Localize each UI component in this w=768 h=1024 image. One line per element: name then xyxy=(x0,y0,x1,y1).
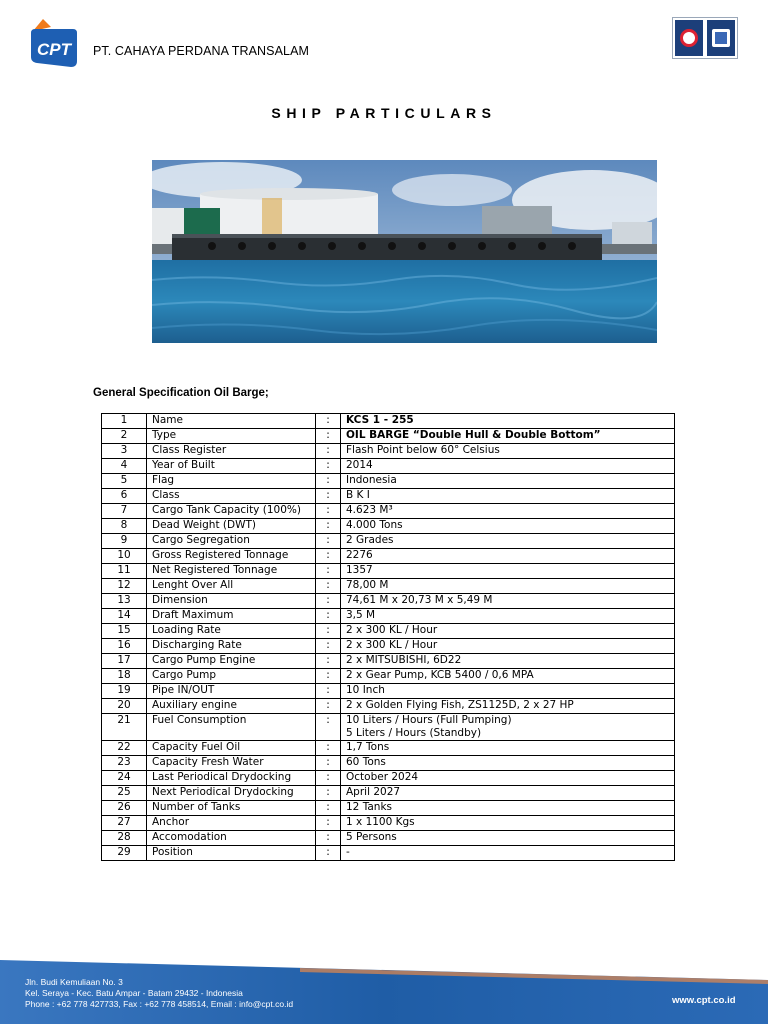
row-number-text: 25 xyxy=(117,786,131,798)
row-name-text: Lenght Over All xyxy=(152,579,234,591)
row-number-text: 22 xyxy=(117,741,131,753)
row-number-cell xyxy=(102,816,147,831)
row-separator-text: : xyxy=(326,579,330,591)
row-value-cell xyxy=(341,816,675,831)
row-number-text: 7 xyxy=(120,504,128,516)
row-name-cell xyxy=(147,756,316,771)
row-separator-text: : xyxy=(326,741,330,753)
row-name-cell xyxy=(147,684,316,699)
table-row xyxy=(102,786,675,801)
row-name-cell xyxy=(147,444,316,459)
table-row xyxy=(102,609,675,624)
row-value-cell xyxy=(341,444,675,459)
row-number-cell xyxy=(102,564,147,579)
footer-website[interactable]: www.cpt.co.id xyxy=(672,995,736,1006)
row-value-text: OIL BARGE “Double Hull & Double Bottom” xyxy=(346,429,601,441)
row-separator-text: : xyxy=(326,756,330,768)
row-separator-text: : xyxy=(326,714,330,726)
row-name-cell xyxy=(147,714,316,741)
table-row xyxy=(102,459,675,474)
row-separator-text: : xyxy=(326,489,330,501)
row-name-cell xyxy=(147,639,316,654)
row-separator-cell xyxy=(316,801,341,816)
row-separator-text: : xyxy=(326,549,330,561)
row-number-text: 9 xyxy=(120,534,128,546)
row-separator-cell xyxy=(316,564,341,579)
row-number-text: 14 xyxy=(117,609,131,621)
row-name-cell xyxy=(147,549,316,564)
row-value-text: 74,61 M x 20,73 M x 5,49 M xyxy=(346,594,493,606)
row-name-cell xyxy=(147,801,316,816)
row-value-cell xyxy=(341,474,675,489)
row-separator-cell xyxy=(316,639,341,654)
row-separator-text: : xyxy=(326,564,330,576)
row-number-text: 18 xyxy=(117,669,131,681)
row-name-text: Loading Rate xyxy=(152,624,221,636)
table-row xyxy=(102,534,675,549)
table-row xyxy=(102,639,675,654)
row-value-text: 4.623 M³ xyxy=(346,504,393,516)
row-number-cell xyxy=(102,624,147,639)
row-separator-text: : xyxy=(326,639,330,651)
row-name-text: Cargo Tank Capacity (100%) xyxy=(152,504,301,516)
row-separator-text: : xyxy=(326,519,330,531)
row-value-text: 78,00 M xyxy=(346,579,389,591)
row-name-text: Flag xyxy=(152,474,175,486)
row-value-cell xyxy=(341,669,675,684)
row-name-cell xyxy=(147,564,316,579)
row-number-cell xyxy=(102,801,147,816)
row-name-text: Name xyxy=(152,414,183,426)
row-value-cell xyxy=(341,489,675,504)
row-value-cell xyxy=(341,429,675,444)
row-number-cell xyxy=(102,519,147,534)
row-name-cell xyxy=(147,474,316,489)
row-number-text: 27 xyxy=(117,816,131,828)
row-value-cell xyxy=(341,786,675,801)
row-separator-text: : xyxy=(326,504,330,516)
row-name-cell xyxy=(147,786,316,801)
row-separator-cell xyxy=(316,831,341,846)
row-number-text: 12 xyxy=(117,579,131,591)
row-separator-text: : xyxy=(326,771,330,783)
row-value-cell xyxy=(341,459,675,474)
row-separator-cell xyxy=(316,609,341,624)
table-row xyxy=(102,489,675,504)
row-separator-text: : xyxy=(326,786,330,798)
row-value-cell xyxy=(341,534,675,549)
row-separator-cell xyxy=(316,429,341,444)
row-value-cell xyxy=(341,684,675,699)
row-name-text: Year of Built xyxy=(152,459,215,471)
row-name-text: Type xyxy=(152,429,177,441)
address-line-1: Jln. Budi Kemuliaan No. 3 xyxy=(25,977,123,987)
row-value-text: 10 Inch xyxy=(346,684,385,696)
row-separator-cell xyxy=(316,519,341,534)
row-name-text: Capacity Fresh Water xyxy=(152,756,264,768)
row-separator-text: : xyxy=(326,609,330,621)
row-name-cell xyxy=(147,414,316,429)
row-separator-cell xyxy=(316,504,341,519)
row-number-text: 29 xyxy=(117,846,131,858)
row-name-text: Dimension xyxy=(152,594,208,606)
row-name-text: Accomodation xyxy=(152,831,227,843)
row-separator-text: : xyxy=(326,624,330,636)
row-name-cell xyxy=(147,594,316,609)
table-row xyxy=(102,741,675,756)
row-separator-cell xyxy=(316,624,341,639)
table-row xyxy=(102,549,675,564)
table-row xyxy=(102,714,675,741)
row-separator-cell xyxy=(316,669,341,684)
row-value-text: 2 x 300 KL / Hour xyxy=(346,639,438,651)
row-name-cell xyxy=(147,831,316,846)
row-value-cell xyxy=(341,549,675,564)
row-number-cell xyxy=(102,714,147,741)
row-number-cell xyxy=(102,594,147,609)
row-separator-text: : xyxy=(326,444,330,456)
row-number-cell xyxy=(102,534,147,549)
row-separator-cell xyxy=(316,816,341,831)
row-separator-text: : xyxy=(326,846,330,858)
row-name-cell xyxy=(147,519,316,534)
row-name-text: Pipe IN/OUT xyxy=(152,684,215,696)
row-value-cell xyxy=(341,756,675,771)
row-number-cell xyxy=(102,459,147,474)
row-number-text: 23 xyxy=(117,756,131,768)
row-name-cell xyxy=(147,669,316,684)
row-name-cell xyxy=(147,609,316,624)
row-number-text: 2 xyxy=(120,429,128,441)
row-name-cell xyxy=(147,816,316,831)
row-value-text: Indonesia xyxy=(346,474,397,486)
row-separator-cell xyxy=(316,444,341,459)
row-value-text: April 2027 xyxy=(346,786,401,798)
table-row xyxy=(102,624,675,639)
row-value-cell xyxy=(341,579,675,594)
row-number-cell xyxy=(102,684,147,699)
row-number-text: 15 xyxy=(117,624,131,636)
row-separator-text: : xyxy=(326,534,330,546)
row-value-text: 2 x MITSUBISHI, 6D22 xyxy=(346,654,462,666)
row-number-cell xyxy=(102,741,147,756)
row-number-cell xyxy=(102,609,147,624)
row-number-cell xyxy=(102,831,147,846)
table-row xyxy=(102,654,675,669)
row-value-text: Flash Point below 60° Celsius xyxy=(346,444,500,456)
row-separator-cell xyxy=(316,459,341,474)
row-name-text: Net Registered Tonnage xyxy=(152,564,278,576)
table-row xyxy=(102,669,675,684)
row-separator-cell xyxy=(316,654,341,669)
row-number-cell xyxy=(102,414,147,429)
row-number-cell xyxy=(102,429,147,444)
row-value-text: 2 Grades xyxy=(346,534,394,546)
row-separator-cell xyxy=(316,771,341,786)
company-name: PT. CAHAYA PERDANA TRANSALAM xyxy=(93,44,310,58)
row-value-cell xyxy=(341,519,675,534)
row-value-text: 2 x Golden Flying Fish, ZS1125D, 2 x 27 HP xyxy=(346,699,574,711)
row-name-text: Auxiliary engine xyxy=(152,699,237,711)
row-name-cell xyxy=(147,654,316,669)
row-number-cell xyxy=(102,504,147,519)
row-number-cell xyxy=(102,489,147,504)
row-value-text: KCS 1 - 255 xyxy=(346,414,414,426)
row-value-text-2: 5 Liters / Hours (Standby) xyxy=(346,727,482,739)
row-separator-cell xyxy=(316,741,341,756)
row-number-text: 11 xyxy=(117,564,131,576)
row-separator-text: : xyxy=(326,816,330,828)
row-name-cell xyxy=(147,429,316,444)
table-row xyxy=(102,579,675,594)
row-number-text: 10 xyxy=(117,549,131,561)
row-name-cell xyxy=(147,624,316,639)
row-name-text: Next Periodical Drydocking xyxy=(152,786,294,798)
row-value-cell xyxy=(341,699,675,714)
row-number-cell xyxy=(102,639,147,654)
row-number-text: 20 xyxy=(117,699,131,711)
spec-table xyxy=(101,413,675,861)
row-value-cell xyxy=(341,624,675,639)
row-value-cell xyxy=(341,831,675,846)
table-row xyxy=(102,846,675,861)
row-value-text: 5 Persons xyxy=(346,831,397,843)
row-separator-text: : xyxy=(326,459,330,471)
row-name-text: Last Periodical Drydocking xyxy=(152,771,292,783)
page-title: SHIP PARTICULARS xyxy=(271,105,497,121)
row-number-text: 19 xyxy=(117,684,131,696)
table-row xyxy=(102,684,675,699)
row-number-cell xyxy=(102,786,147,801)
row-number-cell xyxy=(102,846,147,861)
row-name-text: Cargo Pump xyxy=(152,669,217,681)
row-value-text: 1 x 1100 Kgs xyxy=(346,816,415,828)
row-separator-cell xyxy=(316,594,341,609)
row-name-text: Cargo Segregation xyxy=(152,534,250,546)
row-separator-text: : xyxy=(326,429,330,441)
table-row xyxy=(102,699,675,714)
row-value-cell xyxy=(341,609,675,624)
row-number-text: 24 xyxy=(117,771,131,783)
address-line-2: Kel. Seraya - Kec. Batu Ampar - Batam 29432 - Indonesia xyxy=(25,988,243,998)
cert-badge-icon xyxy=(707,20,735,56)
company-logo xyxy=(29,17,79,69)
row-number-cell xyxy=(102,699,147,714)
row-value-text: B K I xyxy=(346,489,370,501)
row-name-text: Class xyxy=(152,489,180,501)
row-name-text: Draft Maximum xyxy=(152,609,234,621)
table-row xyxy=(102,519,675,534)
row-separator-text: : xyxy=(326,414,330,426)
table-row xyxy=(102,429,675,444)
row-name-text: Position xyxy=(152,846,193,858)
row-number-text: 6 xyxy=(120,489,128,501)
row-number-cell xyxy=(102,756,147,771)
row-number-text: 16 xyxy=(117,639,131,651)
row-value-cell xyxy=(341,414,675,429)
row-value-text: 2 x Gear Pump, KCB 5400 / 0,6 MPA xyxy=(346,669,534,681)
table-row xyxy=(102,801,675,816)
row-number-cell xyxy=(102,669,147,684)
row-number-cell xyxy=(102,444,147,459)
row-value-cell xyxy=(341,846,675,861)
row-number-text: 17 xyxy=(117,654,131,666)
footer-address xyxy=(25,977,293,1010)
row-value-text: 12 Tanks xyxy=(346,801,393,813)
row-name-cell xyxy=(147,771,316,786)
row-separator-text: : xyxy=(326,831,330,843)
row-number-cell xyxy=(102,771,147,786)
row-separator-cell xyxy=(316,714,341,741)
table-row xyxy=(102,564,675,579)
row-number-cell xyxy=(102,579,147,594)
row-number-cell xyxy=(102,549,147,564)
row-name-cell xyxy=(147,459,316,474)
row-name-cell xyxy=(147,504,316,519)
logo-text: CPT xyxy=(37,40,71,59)
row-value-text: 1,7 Tons xyxy=(346,741,390,753)
row-value-text: 10 Liters / Hours (Full Pumping) xyxy=(346,714,512,726)
row-value-cell xyxy=(341,771,675,786)
row-value-cell xyxy=(341,639,675,654)
row-value-text: 1357 xyxy=(346,564,373,576)
row-value-text: 4.000 Tons xyxy=(346,519,403,531)
iso-badge-icon xyxy=(675,20,703,56)
row-separator-text: : xyxy=(326,801,330,813)
row-separator-cell xyxy=(316,414,341,429)
row-separator-cell xyxy=(316,579,341,594)
row-number-text: 28 xyxy=(117,831,131,843)
row-separator-cell xyxy=(316,534,341,549)
row-number-text: 1 xyxy=(120,414,128,426)
row-name-text: Cargo Pump Engine xyxy=(152,654,256,666)
row-separator-cell xyxy=(316,786,341,801)
row-separator-cell xyxy=(316,549,341,564)
table-row xyxy=(102,816,675,831)
table-row xyxy=(102,474,675,489)
row-value-cell xyxy=(341,564,675,579)
barge-photo xyxy=(152,160,657,343)
row-value-text: 3,5 M xyxy=(346,609,376,621)
row-name-cell xyxy=(147,489,316,504)
row-number-cell xyxy=(102,654,147,669)
certification-badges xyxy=(672,17,738,59)
row-name-cell xyxy=(147,699,316,714)
row-name-cell xyxy=(147,846,316,861)
row-separator-cell xyxy=(316,489,341,504)
table-row xyxy=(102,504,675,519)
row-value-cell xyxy=(341,504,675,519)
row-separator-text: : xyxy=(326,474,330,486)
table-row xyxy=(102,444,675,459)
row-name-cell xyxy=(147,741,316,756)
spec-subtitle: General Specification Oil Barge; xyxy=(93,387,269,399)
row-name-text: Number of Tanks xyxy=(152,801,241,813)
table-row xyxy=(102,771,675,786)
row-name-text: Fuel Consumption xyxy=(152,714,247,726)
row-value-text: 2014 xyxy=(346,459,373,471)
row-value-cell xyxy=(341,741,675,756)
row-separator-text: : xyxy=(326,594,330,606)
row-name-text: Dead Weight (DWT) xyxy=(152,519,256,531)
table-row xyxy=(102,831,675,846)
row-separator-cell xyxy=(316,699,341,714)
row-number-text: 4 xyxy=(120,459,128,471)
row-number-text: 5 xyxy=(120,474,128,486)
row-name-text: Gross Registered Tonnage xyxy=(152,549,289,561)
row-value-text: 2 x 300 KL / Hour xyxy=(346,624,438,636)
row-value-cell xyxy=(341,714,675,741)
row-separator-cell xyxy=(316,684,341,699)
address-line-3: Phone : +62 778 427733, Fax : +62 778 458514, Email : info@cpt.co.id xyxy=(25,999,294,1009)
row-separator-text: : xyxy=(326,699,330,711)
row-number-cell xyxy=(102,474,147,489)
row-name-text: Discharging Rate xyxy=(152,639,242,651)
row-number-text: 8 xyxy=(120,519,128,531)
row-separator-cell xyxy=(316,756,341,771)
row-name-text: Capacity Fuel Oil xyxy=(152,741,241,753)
row-separator-cell xyxy=(316,846,341,861)
row-separator-text: : xyxy=(326,654,330,666)
table-row xyxy=(102,594,675,609)
table-row xyxy=(102,414,675,429)
row-name-text: Anchor xyxy=(152,816,190,828)
row-value-cell xyxy=(341,594,675,609)
row-value-text: October 2024 xyxy=(346,771,419,783)
row-value-text: - xyxy=(346,846,350,858)
row-number-text: 26 xyxy=(117,801,131,813)
row-value-text: 60 Tons xyxy=(346,756,386,768)
row-number-text: 3 xyxy=(120,444,128,456)
table-row xyxy=(102,756,675,771)
row-value-cell xyxy=(341,801,675,816)
row-separator-cell xyxy=(316,474,341,489)
row-separator-text: : xyxy=(326,669,330,681)
row-value-cell xyxy=(341,654,675,669)
row-number-text: 13 xyxy=(117,594,131,606)
row-number-text: 21 xyxy=(117,714,131,726)
row-value-text: 2276 xyxy=(346,549,373,561)
row-name-text: Class Register xyxy=(152,444,227,456)
row-name-cell xyxy=(147,534,316,549)
row-separator-text: : xyxy=(326,684,330,696)
row-name-cell xyxy=(147,579,316,594)
